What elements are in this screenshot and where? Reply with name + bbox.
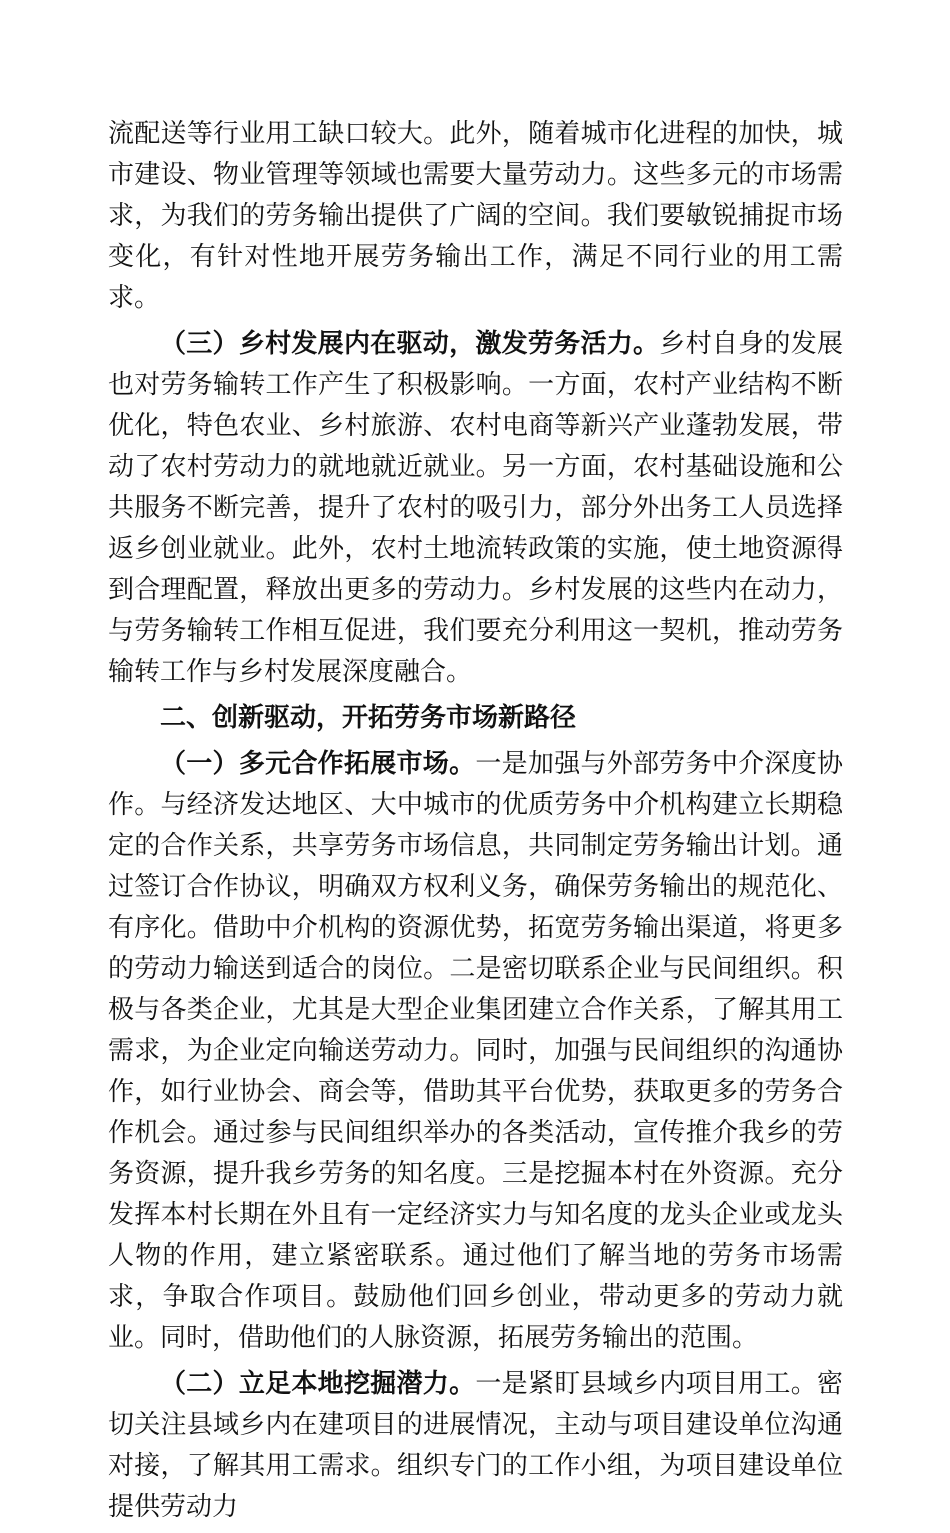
paragraph-text: 一是加强与外部劳务中介深度协作。与经济发达地区、大中城市的优质劳务中介机构建立长期稳定的合作关系，共享劳务市场信息，共同制定劳务输出计划。通过签订合作协议，明确双方权利义务，确保劳务输出的规范化、有序化。借助中介机构的资源优势，拓宽劳务输出渠道，将更多的劳动力输送到适合的岗位。二是密切联系企业与民间组织。积极与各类企业，尤其是大型企业集团建立合作关系，了解其用工需求，为企业定向输送劳动力。同时，加强与民间组织的沟通协作，如行业协会、商会等，借助其平台优势，获取更多的劳务合作机会。通过参与民间组织举办的各类活动，宣传推介我乡的劳务资源，提升我乡劳务的知名度。三是挖掘本村在外资源。充分发挥本村长期在外且有一定经济实力与知名度的龙头企业或龙头人物的作用，建立紧密联系。通过他们了解当地的劳务市场需求，争取合作项目。鼓励他们回乡创业，带动更多的劳动力就业。同时，借助他们的人脉资源，拓展劳务输出的范围。 [108, 749, 843, 1353]
paragraph-subsection-2 [108, 1364, 843, 1528]
paragraph-lead-heading: （三）乡村发展内在驱动，激发劳务活力。 [160, 329, 660, 359]
paragraph-section-3 [108, 324, 843, 693]
paragraph-text: 乡村自身的发展也对劳务输转工作产生了积极影响。一方面，农村产业结构不断优化，特色农业、乡村旅游、农村电商等新兴产业蓬勃发展，带动了农村劳动力的就地就近就业。另一方面，农村基础设施和公共服务不断完善，提升了农村的吸引力，部分外出务工人员选择返乡创业就业。此外，农村土地流转政策的实施，使土地资源得到合理配置，释放出更多的劳动力。乡村发展的这些内在动力，与劳务输转工作相互促进，我们要充分利用这一契机，推动劳务输转工作与乡村发展深度融合。 [108, 329, 843, 687]
section-heading: 二、创新驱动，开拓劳务市场新路径 [160, 703, 577, 733]
paragraph-text: 一是紧盯县域乡内项目用工。密切关注县域乡内在建项目的进展情况，主动与项目建设单位沟通对接，了解其用工需求。组织专门的工作小组，为项目建设单位提供劳动力 [108, 1369, 843, 1522]
paragraph-subsection-1 [108, 744, 843, 1359]
paragraph-lead-heading: （一）多元合作拓展市场。 [160, 749, 476, 779]
document-body [108, 114, 843, 1533]
paragraph-lead-heading: （二）立足本地挖掘潜力。 [160, 1369, 476, 1399]
paragraph-text: 流配送等行业用工缺口较大。此外，随着城市化进程的加快，城市建设、物业管理等领域也需要大量劳动力。这些多元的市场需求，为我们的劳务输出提供了广阔的空间。我们要敏锐捕捉市场变化，有针对性地开展劳务输出工作，满足不同行业的用工需求。 [108, 119, 843, 313]
paragraph-continuation [108, 114, 843, 319]
